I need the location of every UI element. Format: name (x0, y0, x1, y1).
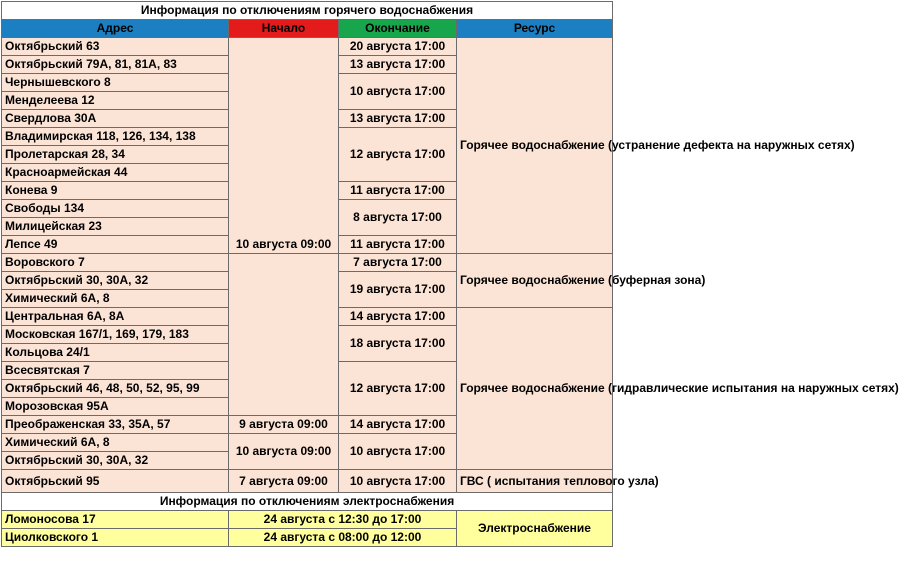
end-cell: 7 августа 17:00 (339, 254, 457, 272)
electric-title: Информация по отключениям электроснабжения (2, 493, 613, 511)
address-cell: Владимирская 118, 126, 134, 138 (2, 128, 229, 146)
address-cell: Конева 9 (2, 182, 229, 200)
address-cell: Октябрьский 30, 30А, 32 (2, 272, 229, 290)
end-cell: 13 августа 17:00 (339, 110, 457, 128)
address-cell: Кольцова 24/1 (2, 344, 229, 362)
start-cell: 10 августа 09:00 (229, 38, 339, 254)
resource-cell: Горячее водоснабжение (гидравлические испытания на наружных сетях) (457, 308, 613, 470)
resource-cell: Горячее водоснабжение (буферная зона) (457, 254, 613, 308)
header-address: Адрес (2, 20, 229, 38)
end-cell: 12 августа 17:00 (339, 128, 457, 182)
resource-cell: Электроснабжение (457, 511, 613, 547)
end-cell: 12 августа 17:00 (339, 362, 457, 416)
address-cell: Циолковского 1 (2, 529, 229, 547)
header-start: Начало (229, 20, 339, 38)
end-cell: 10 августа 17:00 (339, 434, 457, 470)
header-resource: Ресурс (457, 20, 613, 38)
period-cell: 24 августа с 12:30 до 17:00 (229, 511, 457, 529)
address-cell: Химический 6А, 8 (2, 290, 229, 308)
address-cell: Лепсе 49 (2, 236, 229, 254)
start-cell-empty (229, 254, 339, 416)
address-cell: Октябрьский 79А, 81, 81А, 83 (2, 56, 229, 74)
end-cell: 14 августа 17:00 (339, 308, 457, 326)
end-cell: 8 августа 17:00 (339, 200, 457, 236)
start-cell: 7 августа 09:00 (229, 470, 339, 493)
address-cell: Менделеева 12 (2, 92, 229, 110)
address-cell: Пролетарская 28, 34 (2, 146, 229, 164)
address-cell: Свердлова 30А (2, 110, 229, 128)
period-cell: 24 августа с 08:00 до 12:00 (229, 529, 457, 547)
address-cell: Красноармейская 44 (2, 164, 229, 182)
address-cell: Октябрьский 46, 48, 50, 52, 95, 99 (2, 380, 229, 398)
address-cell: Свободы 134 (2, 200, 229, 218)
end-cell: 11 августа 17:00 (339, 236, 457, 254)
address-cell: Октябрьский 63 (2, 38, 229, 56)
end-cell: 18 августа 17:00 (339, 326, 457, 362)
address-cell: Чернышевского 8 (2, 74, 229, 92)
address-cell: Центральная 6А, 8А (2, 308, 229, 326)
hot-water-title: Информация по отключениям горячего водоснабжения (2, 2, 613, 20)
address-cell: Московская 167/1, 169, 179, 183 (2, 326, 229, 344)
address-cell: Морозовская 95А (2, 398, 229, 416)
address-cell: Милицейская 23 (2, 218, 229, 236)
end-cell: 10 августа 17:00 (339, 470, 457, 493)
end-cell: 11 августа 17:00 (339, 182, 457, 200)
resource-cell: Горячее водоснабжение (устранение дефекта на наружных сетях) (457, 38, 613, 254)
start-cell: 9 августа 09:00 (229, 416, 339, 434)
end-cell: 13 августа 17:00 (339, 56, 457, 74)
address-cell: Преображенская 33, 35А, 57 (2, 416, 229, 434)
end-cell: 10 августа 17:00 (339, 74, 457, 110)
end-cell: 14 августа 17:00 (339, 416, 457, 434)
end-cell: 19 августа 17:00 (339, 272, 457, 308)
address-cell: Всесвятская 7 (2, 362, 229, 380)
address-cell: Химический 6А, 8 (2, 434, 229, 452)
address-cell: Октябрьский 30, 30А, 32 (2, 452, 229, 470)
address-cell: Ломоносова 17 (2, 511, 229, 529)
start-cell: 10 августа 09:00 (229, 434, 339, 470)
end-cell: 20 августа 17:00 (339, 38, 457, 56)
header-end: Окончание (339, 20, 457, 38)
address-cell: Воровского 7 (2, 254, 229, 272)
resource-cell: ГВС ( испытания теплового узла) (457, 470, 613, 493)
outage-table (1, 1, 899, 547)
address-cell: Октябрьский 95 (2, 470, 229, 493)
